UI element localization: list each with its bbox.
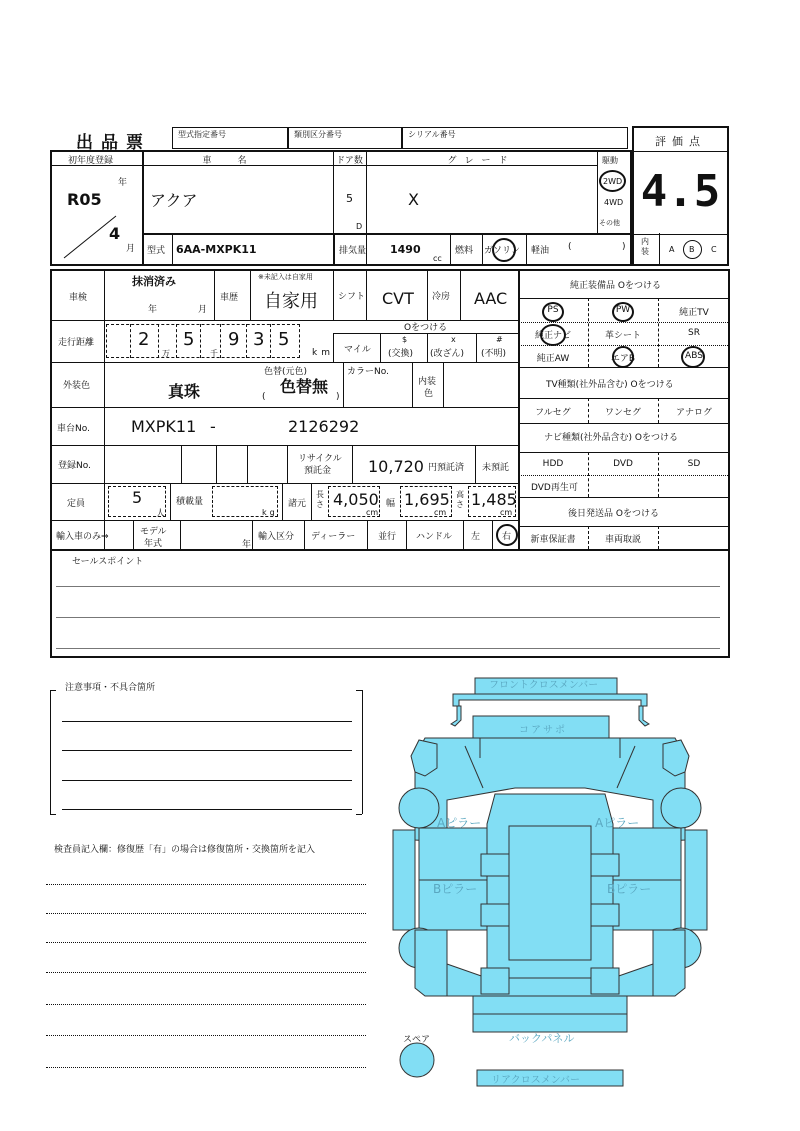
tv-oneseg: ワンセグ: [604, 408, 641, 418]
height-label: 高さ: [456, 490, 464, 509]
tv-title: TV種類(社外品含む) Oをつける: [546, 380, 674, 390]
type-value: 6AA-MXPK11: [176, 243, 257, 256]
tv-analog: アナログ: [675, 408, 712, 418]
model-number-box: [172, 127, 288, 149]
fuel-light-oil: 軽油: [531, 246, 550, 256]
chassis-prefix: MXPK11: [131, 417, 197, 436]
reg-no-label: 登録No.: [58, 461, 91, 471]
mileage-digit-3: 9: [228, 329, 240, 350]
ac-label: 冷房: [432, 292, 451, 302]
fuel-label: 燃料: [455, 246, 474, 256]
inspector-label: 検査員記入欄：修復歴「有」の場合は修復箇所・交換箇所を記入: [54, 845, 316, 855]
serial-label: シリアル番号: [408, 130, 456, 139]
shaken-month: 月: [198, 305, 208, 315]
exterior-value: 真珠: [168, 382, 201, 401]
rear-cross-label: リアクロスメンバー: [491, 1075, 580, 1086]
score-value: 4.5: [640, 166, 721, 217]
chassis-label: 車台No.: [57, 424, 90, 434]
recycle-unpaid: 未預託: [482, 463, 510, 473]
equip-tv: 純正TV: [679, 308, 709, 318]
interior-grade: [632, 233, 729, 266]
month-unit: 月: [126, 244, 136, 254]
length-label: 長さ: [316, 490, 324, 509]
history-label: 車歴: [220, 293, 239, 303]
spare-label: スペア: [403, 1035, 431, 1045]
import-label: 輸入車のみ⇒: [56, 532, 109, 542]
equip-airbag-circle: [612, 346, 634, 368]
recycle-unit: 円預託済: [428, 463, 465, 473]
handle-right-circle: [496, 524, 518, 546]
doors-value: 5: [346, 192, 353, 205]
caution-section: [50, 683, 370, 818]
color-no-label: カラーNo.: [347, 367, 389, 377]
handle-label: ハンドル: [416, 532, 453, 542]
length-value: 4,050: [333, 490, 379, 509]
ac-value: AAC: [474, 289, 508, 308]
grade-value: X: [408, 190, 419, 209]
chassis-dash: -: [210, 417, 216, 436]
diagram-labels: [385, 668, 735, 1088]
tamper-label: (改ざん): [430, 349, 465, 359]
displacement-label: 排気量: [339, 246, 367, 256]
repaint-value: 色替無: [280, 377, 329, 396]
sen-unit: 千: [210, 349, 218, 358]
back-panel-label: バックパネル: [509, 1032, 575, 1045]
navi-title: ナビ種類(社外品含む) Oをつける: [544, 433, 678, 443]
equip-leather: 革シート: [604, 331, 641, 341]
first-reg-month: 4: [109, 224, 121, 243]
model-year-label-1: モデル: [140, 527, 167, 537]
equip-ps-circle: [542, 302, 564, 322]
reg-diagonal: [60, 212, 120, 262]
inspector-lines: [46, 880, 368, 1070]
height-value: 1,485: [471, 490, 517, 509]
first-reg-label: 初年度登録: [68, 156, 114, 166]
navi-hdd: HDD: [542, 459, 564, 469]
a-pillar-left-label: Aピラー: [437, 816, 482, 830]
km-unit: km: [312, 348, 334, 358]
grade-label: グレード: [447, 156, 516, 166]
mileage-digit-4: 3: [253, 329, 265, 350]
chassis-number: 2126292: [288, 417, 360, 436]
navi-dvd: DVD: [613, 459, 633, 469]
fuel-paren-close: ): [622, 242, 626, 252]
first-reg-year: R05: [67, 190, 102, 209]
later-title: 後日発送品 Oをつける: [568, 509, 659, 519]
mileage-digit-2: 5: [183, 329, 195, 350]
dvd-label: DVD再生可: [531, 483, 578, 493]
shaken-label: 車検: [69, 293, 88, 303]
equip-abs-circle: [681, 346, 705, 368]
model-number-label: 型式指定番号: [178, 130, 226, 139]
doors-label: ドア数: [336, 156, 363, 166]
handle-left: 左: [471, 532, 481, 542]
serial-box: [402, 127, 628, 149]
equip-ps: PS: [547, 305, 559, 315]
width-label: 幅: [386, 499, 396, 509]
later-manual: 車両取説: [604, 535, 641, 545]
parallel-label: 並行: [378, 532, 397, 542]
interior-color-label-1: 内装: [418, 377, 437, 387]
equip-pw: PW: [615, 305, 631, 315]
tv-fullseg: フルセグ: [535, 408, 571, 418]
year-unit: 年: [118, 178, 128, 188]
dealer-label: ディーラー: [311, 532, 356, 542]
width-unit: cm: [434, 508, 447, 517]
drive-other: その他: [599, 219, 620, 227]
equip-aw: 純正AW: [536, 354, 570, 364]
interior-c: C: [711, 245, 717, 254]
equip-pw-circle: [612, 302, 634, 322]
drive-2wd: 2WD: [603, 177, 623, 186]
handle-right: 右: [502, 532, 512, 542]
category-label: 類別区分番号: [294, 130, 342, 139]
drive-label: 駆動: [602, 156, 618, 165]
type-label: 型式: [147, 246, 166, 256]
displacement-unit: cc: [433, 254, 442, 263]
symbol-dollar: $: [402, 335, 408, 344]
shaken-year: 年: [148, 305, 158, 315]
equip-sr: SR: [688, 328, 700, 338]
circle-note: Oをつける: [404, 323, 448, 333]
width-value: 1,695: [404, 490, 450, 509]
shift-label: シフト: [338, 292, 366, 302]
capacity-value: 5: [132, 488, 143, 507]
height-unit: cm: [500, 508, 513, 517]
core-support-label: コアサポ: [519, 725, 567, 736]
equip-navi: 純正ナビ: [534, 331, 571, 341]
capacity-unit: 人: [156, 509, 166, 519]
interior-b: B: [689, 245, 695, 254]
capacity-label: 定員: [67, 499, 86, 509]
equip-navi-circle: [540, 324, 566, 346]
dims-label: 諸元: [288, 499, 307, 509]
interior-color-label-2: 色: [424, 389, 434, 399]
navi-sd: SD: [687, 459, 701, 469]
symbol-hash: #: [496, 335, 503, 344]
equipment-title: 純正装備品 Oをつける: [570, 281, 661, 291]
fuel-gasoline-circle: [492, 238, 516, 262]
interior-label: 内装: [641, 237, 649, 256]
symbol-x: x: [451, 335, 456, 344]
b-pillar-right-label: Bピラー: [607, 882, 652, 896]
repaint-paren-close: ): [336, 392, 340, 402]
equip-abs: ABS: [685, 351, 703, 361]
doors-unit: D: [356, 222, 363, 231]
exterior-label: 外装色: [63, 381, 91, 391]
interior-b-circle: [683, 240, 702, 259]
unknown-label: (不明): [481, 349, 507, 359]
score-label: 評価点: [655, 135, 706, 148]
recycle-value: 10,720: [368, 457, 424, 476]
model-year-unit: 年: [242, 540, 252, 550]
a-pillar-right-label: Aピラー: [595, 816, 640, 830]
equip-airbag: エアB: [610, 354, 636, 364]
later-warranty: 新車保証書: [530, 535, 576, 545]
shaken-value: 抹消済み: [132, 275, 176, 288]
mile-label: マイル: [344, 345, 371, 355]
fuel-gasoline: ガソリン: [484, 246, 521, 256]
repaint-paren-open: (: [262, 392, 266, 402]
car-name-label: 車名: [202, 156, 273, 166]
car-name: アクア: [150, 191, 198, 210]
sales-point-label: セールスポイント: [72, 557, 144, 567]
man-unit: 万: [162, 349, 170, 358]
page-title: 出品票: [76, 133, 151, 153]
history-note: ※未記入は自家用: [258, 273, 313, 281]
mileage-digit-1: 2: [138, 329, 150, 350]
history-value: 自家用: [264, 291, 318, 312]
repaint-label: 色替(元色): [264, 367, 308, 377]
load-label: 積載量: [176, 497, 204, 507]
category-box: [288, 127, 402, 149]
recycle-label-1: リサイクル: [298, 454, 342, 464]
length-unit: cm: [366, 508, 379, 517]
front-cross-label: フロントクロスメンバー: [489, 680, 599, 691]
drive-4wd: 4WD: [604, 198, 624, 207]
caution-label: 注意事項・不具合箇所: [62, 680, 158, 693]
recycle-label-2: 預託金: [304, 466, 332, 476]
load-unit: kg: [262, 508, 278, 517]
displacement-value: 1490: [390, 243, 421, 256]
b-pillar-left-label: Bピラー: [433, 882, 478, 896]
exchange-label: (交換): [388, 349, 414, 359]
mileage-digit-5: 5: [278, 329, 290, 350]
model-year-label-2: 年式: [144, 539, 163, 549]
shift-value: CVT: [382, 289, 414, 308]
mileage-label: 走行距離: [58, 338, 95, 348]
import-type-label: 輸入区分: [258, 532, 295, 542]
drive-2wd-circle: [599, 170, 626, 192]
fuel-paren-open: (: [568, 242, 572, 252]
interior-a: A: [669, 245, 675, 254]
